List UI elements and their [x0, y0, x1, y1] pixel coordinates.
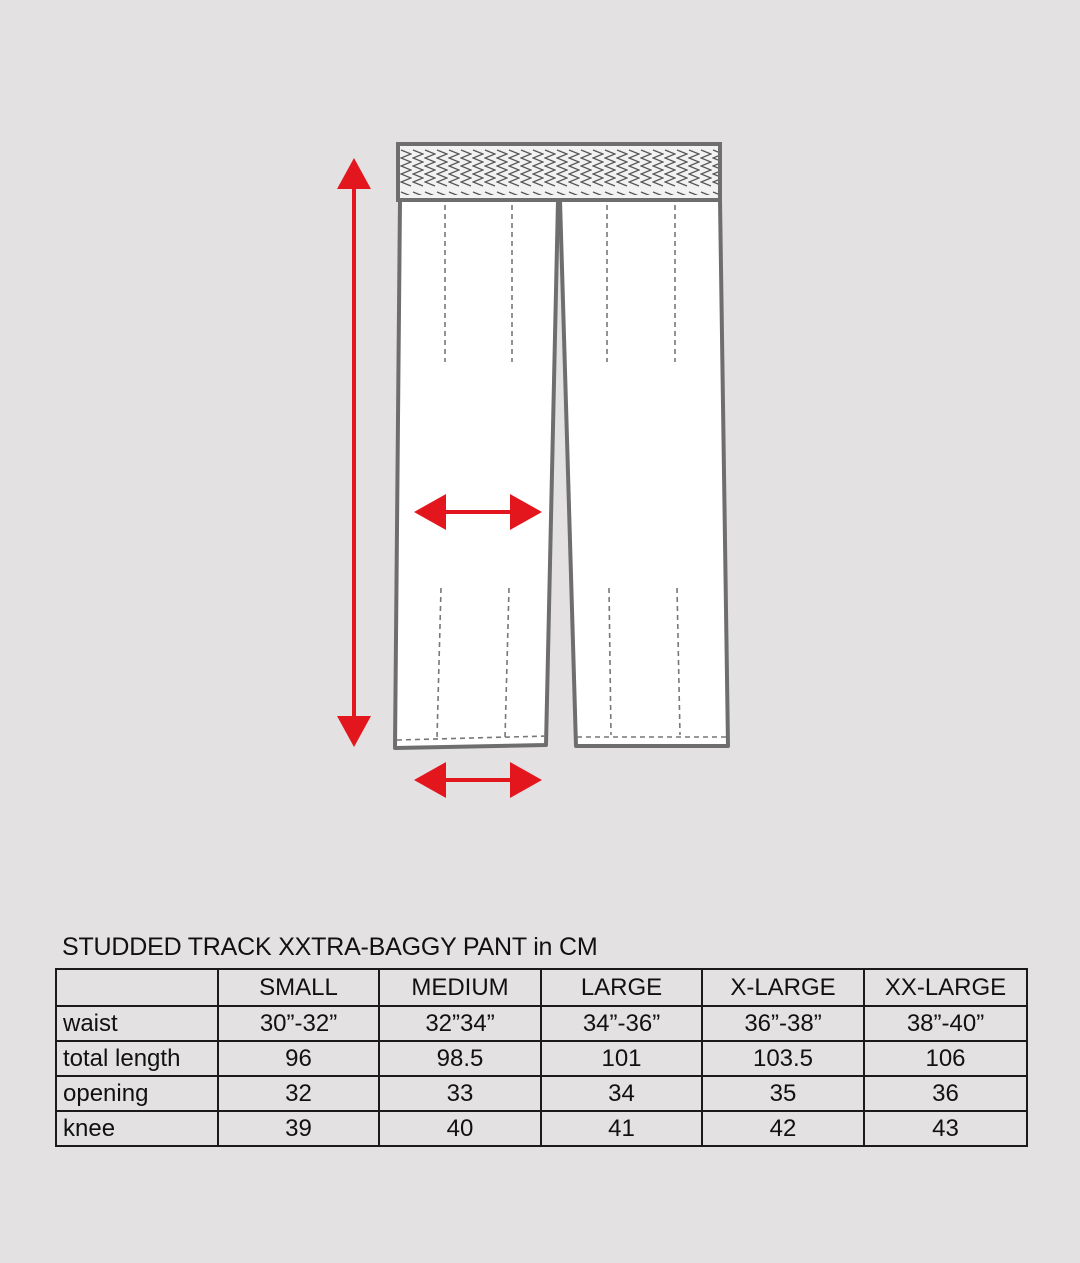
opening-arrow [414, 762, 542, 798]
measurement-cell: 34”-36” [541, 1006, 702, 1041]
row-label: opening [56, 1076, 218, 1111]
measurement-cell: 33 [379, 1076, 541, 1111]
measurement-cell: 36”-38” [702, 1006, 864, 1041]
row-label: waist [56, 1006, 218, 1041]
table-row [56, 1006, 1027, 1041]
table-row [56, 1041, 1027, 1076]
header-cell-size: XX-LARGE [864, 969, 1027, 1006]
measurement-cell: 39 [218, 1111, 379, 1146]
header-cell-size: MEDIUM [379, 969, 541, 1006]
total-length-arrow [337, 158, 371, 747]
row-label: total length [56, 1041, 218, 1076]
table-header-row [56, 969, 1027, 1006]
waistband [398, 144, 720, 200]
measurement-cell: 36 [864, 1076, 1027, 1111]
measurement-cell: 101 [541, 1041, 702, 1076]
waistband-pattern [400, 147, 718, 195]
header-cell-size: LARGE [541, 969, 702, 1006]
size-chart-title: STUDDED TRACK XXTRA-BAGGY PANT in CM [62, 933, 598, 961]
measurement-cell: 106 [864, 1041, 1027, 1076]
header-corner-cell [56, 969, 218, 1006]
table-row [56, 1111, 1027, 1146]
header-cell-size: SMALL [218, 969, 379, 1006]
right-leg [560, 200, 728, 746]
measurement-cell: 98.5 [379, 1041, 541, 1076]
measurement-cell: 38”-40” [864, 1006, 1027, 1041]
measurement-cell: 103.5 [702, 1041, 864, 1076]
row-label: knee [56, 1111, 218, 1146]
table-row [56, 1076, 1027, 1111]
size-chart-table [55, 968, 1028, 1147]
measurement-cell: 43 [864, 1111, 1027, 1146]
measurement-cell: 41 [541, 1111, 702, 1146]
measurement-cell: 34 [541, 1076, 702, 1111]
measurement-cell: 96 [218, 1041, 379, 1076]
measurement-cell: 35 [702, 1076, 864, 1111]
measurement-cell: 30”-32” [218, 1006, 379, 1041]
header-cell-size: X-LARGE [702, 969, 864, 1006]
measurement-cell: 32 [218, 1076, 379, 1111]
left-leg [395, 200, 558, 748]
measurement-cell: 40 [379, 1111, 541, 1146]
measurement-cell: 32”34” [379, 1006, 541, 1041]
measurement-cell: 42 [702, 1111, 864, 1146]
